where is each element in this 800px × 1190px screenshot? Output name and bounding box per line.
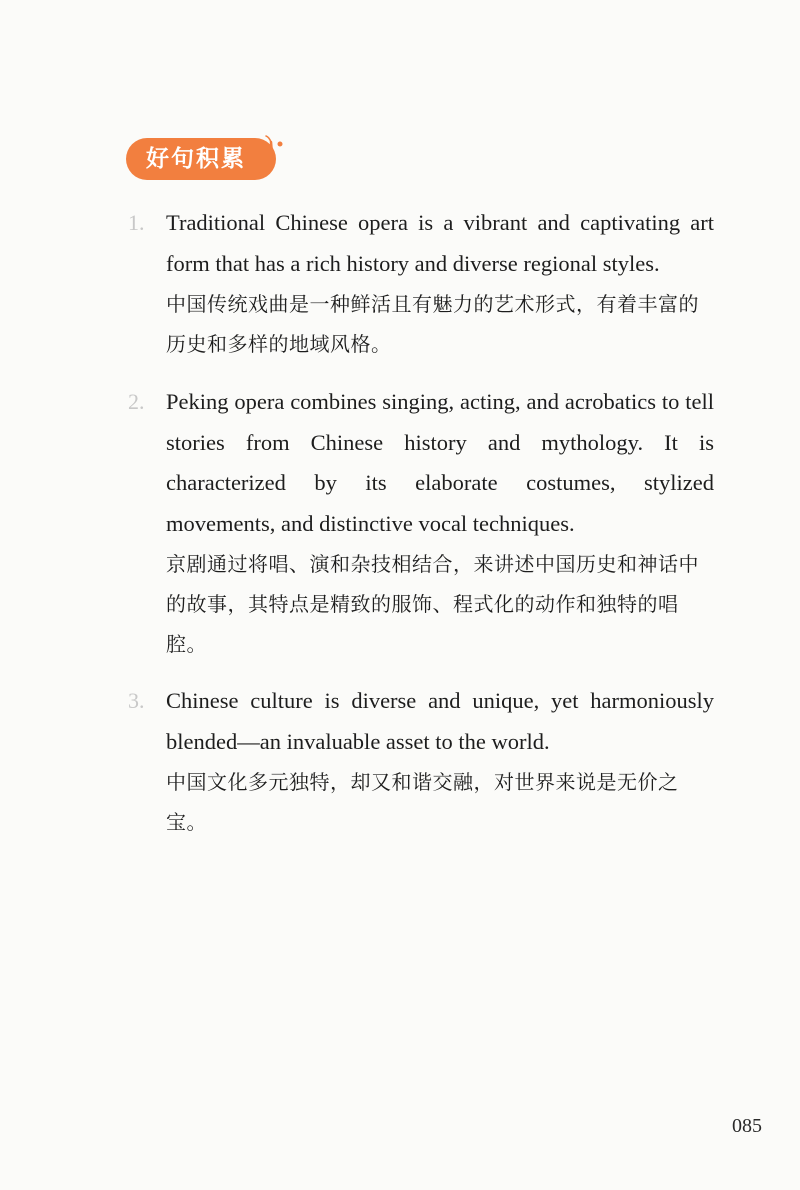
english-sentence: Chinese culture is diverse and unique, yet harmoniously blended—an invaluable asset to the world. [166, 688, 714, 754]
page-number: 085 [732, 1115, 762, 1137]
section-title-badge [126, 138, 276, 180]
chinese-translation: 中国文化多元独特，却又和谐交融，对世界来说是无价之宝。 [166, 770, 679, 834]
chinese-translation: 京剧通过将唱、演和杂技相结合，来讲述中国历史和神话中的故事，其特点是精致的服饰、程式化的动作和独特的唱腔。 [166, 552, 699, 656]
entry-number: 2. [128, 389, 145, 414]
sentence-entry-2 [128, 382, 714, 664]
sentence-entry-3 [128, 681, 714, 842]
sentence-entry-1 [128, 203, 714, 364]
chinese-translation: 中国传统戏曲是一种鲜活且有魅力的艺术形式，有着丰富的历史和多样的地域风格。 [166, 292, 699, 356]
entry-number: 3. [128, 688, 145, 713]
entry-number: 1. [128, 210, 145, 235]
section-title: 好句积累 [146, 146, 246, 172]
english-sentence: Traditional Chinese opera is a vibrant and captivating art form that has a rich history and diverse regional styles. [166, 210, 714, 276]
english-sentence: Peking opera combines singing, acting, and acrobatics to tell stories from Chinese history and mythology. It is characterized by its elaborate costumes, stylized movements, and distinctive vocal techniques. [166, 389, 714, 536]
badge-curl-decoration [258, 132, 286, 182]
